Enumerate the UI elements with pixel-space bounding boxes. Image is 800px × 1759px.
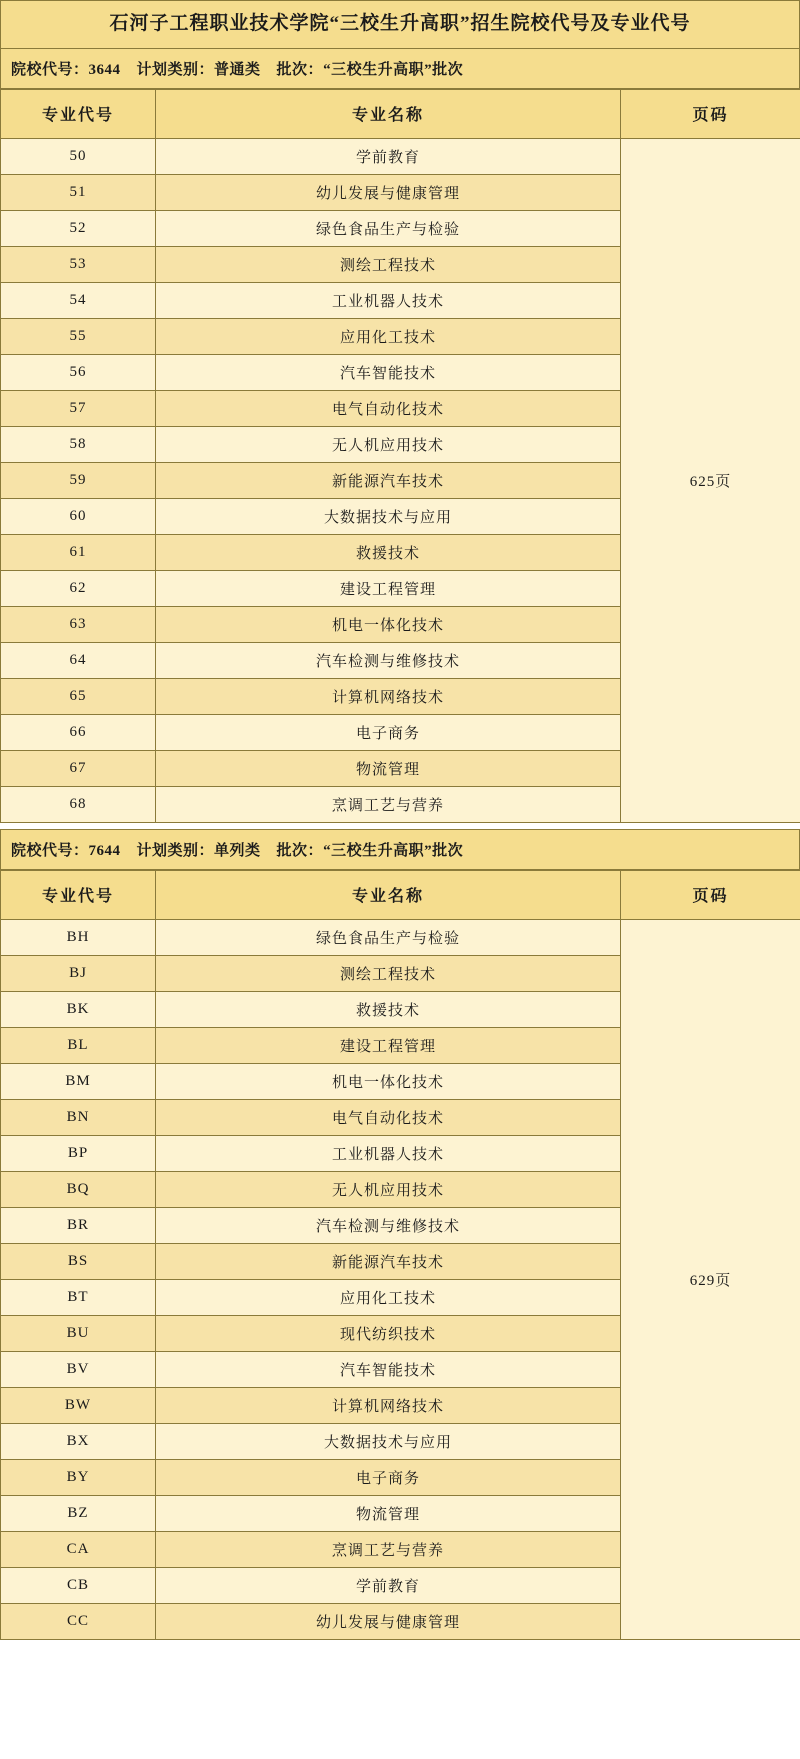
major-code-cell: BN	[1, 1099, 156, 1135]
major-code-cell: CB	[1, 1567, 156, 1603]
major-code-cell: CA	[1, 1531, 156, 1567]
major-code-cell: 58	[1, 426, 156, 462]
page-number-cell: 625页	[621, 138, 800, 822]
major-code-cell: BY	[1, 1459, 156, 1495]
major-code-cell: 68	[1, 786, 156, 822]
major-code-cell: BS	[1, 1243, 156, 1279]
major-name-cell: 汽车检测与维修技术	[156, 1207, 621, 1243]
major-code-cell: 60	[1, 498, 156, 534]
major-code-cell: BX	[1, 1423, 156, 1459]
plan-blocks	[0, 48, 800, 1640]
major-code-cell: BJ	[1, 955, 156, 991]
plan-type-label: 计划类别：	[136, 61, 215, 78]
plan-meta-bar	[0, 829, 800, 870]
major-code-cell: 51	[1, 174, 156, 210]
major-code-cell: BL	[1, 1027, 156, 1063]
major-name-cell: 幼儿发展与健康管理	[156, 174, 621, 210]
major-name-cell: 测绘工程技术	[156, 955, 621, 991]
major-name-cell: 建设工程管理	[156, 570, 621, 606]
major-code-cell: 62	[1, 570, 156, 606]
page-number-cell: 629页	[621, 919, 800, 1639]
column-header: 专业名称	[156, 870, 621, 919]
major-name-cell: 学前教育	[156, 138, 621, 174]
major-name-cell: 物流管理	[156, 750, 621, 786]
major-name-cell: 烹调工艺与营养	[156, 786, 621, 822]
major-name-cell: 无人机应用技术	[156, 426, 621, 462]
major-name-cell: 无人机应用技术	[156, 1171, 621, 1207]
column-header: 专业代号	[1, 89, 156, 138]
major-name-cell: 电子商务	[156, 1459, 621, 1495]
major-code-cell: BW	[1, 1387, 156, 1423]
major-name-cell: 救援技术	[156, 534, 621, 570]
major-code-cell: 50	[1, 138, 156, 174]
major-name-cell: 烹调工艺与营养	[156, 1531, 621, 1567]
table-row	[1, 138, 800, 174]
major-code-cell: 61	[1, 534, 156, 570]
batch-value: “三校生升高职”批次	[323, 61, 464, 78]
major-code-cell: BU	[1, 1315, 156, 1351]
major-name-cell: 计算机网络技术	[156, 1387, 621, 1423]
major-code-cell: 66	[1, 714, 156, 750]
major-name-cell: 工业机器人技术	[156, 1135, 621, 1171]
major-code-cell: 64	[1, 642, 156, 678]
major-name-cell: 现代纺织技术	[156, 1315, 621, 1351]
table-header-row	[1, 89, 800, 138]
column-header: 专业代号	[1, 870, 156, 919]
major-code-cell: 52	[1, 210, 156, 246]
school-code-value: 7644	[88, 842, 121, 859]
major-code-cell: BV	[1, 1351, 156, 1387]
major-code-cell: 53	[1, 246, 156, 282]
major-code-cell: 59	[1, 462, 156, 498]
major-name-cell: 汽车智能技术	[156, 1351, 621, 1387]
batch-value: “三校生升高职”批次	[323, 842, 464, 859]
plan-meta-bar	[0, 48, 800, 89]
major-name-cell: 绿色食品生产与检验	[156, 919, 621, 955]
major-code-cell: 56	[1, 354, 156, 390]
major-code-cell: BP	[1, 1135, 156, 1171]
major-name-cell: 幼儿发展与健康管理	[156, 1603, 621, 1639]
major-name-cell: 机电一体化技术	[156, 606, 621, 642]
major-code-cell: BR	[1, 1207, 156, 1243]
plan-type-value: 单列类	[214, 842, 261, 859]
school-code-value: 3644	[88, 61, 121, 78]
major-name-cell: 大数据技术与应用	[156, 1423, 621, 1459]
major-name-cell: 工业机器人技术	[156, 282, 621, 318]
major-code-cell: BT	[1, 1279, 156, 1315]
major-code-cell: 57	[1, 390, 156, 426]
school-code-label: 院校代号：	[11, 842, 89, 859]
major-name-cell: 机电一体化技术	[156, 1063, 621, 1099]
major-name-cell: 绿色食品生产与检验	[156, 210, 621, 246]
major-name-cell: 汽车检测与维修技术	[156, 642, 621, 678]
major-name-cell: 电气自动化技术	[156, 1099, 621, 1135]
major-name-cell: 电气自动化技术	[156, 390, 621, 426]
major-code-cell: BZ	[1, 1495, 156, 1531]
major-code-cell: 54	[1, 282, 156, 318]
major-code-cell: BM	[1, 1063, 156, 1099]
major-name-cell: 电子商务	[156, 714, 621, 750]
major-name-cell: 汽车智能技术	[156, 354, 621, 390]
major-name-cell: 大数据技术与应用	[156, 498, 621, 534]
majors-table	[0, 870, 800, 1640]
major-name-cell: 新能源汽车技术	[156, 1243, 621, 1279]
major-name-cell: 新能源汽车技术	[156, 462, 621, 498]
major-name-cell: 物流管理	[156, 1495, 621, 1531]
major-code-cell: 55	[1, 318, 156, 354]
major-code-cell: BH	[1, 919, 156, 955]
plan-type-value: 普通类	[214, 61, 261, 78]
major-name-cell: 建设工程管理	[156, 1027, 621, 1063]
majors-table	[0, 89, 800, 823]
batch-label: 批次：	[276, 842, 324, 859]
page-title: 石河子工程职业技术学院“三校生升高职”招生院校代号及专业代号	[0, 0, 800, 48]
major-name-cell: 计算机网络技术	[156, 678, 621, 714]
major-name-cell: 测绘工程技术	[156, 246, 621, 282]
major-code-cell: BK	[1, 991, 156, 1027]
major-name-cell: 应用化工技术	[156, 318, 621, 354]
major-code-cell: 65	[1, 678, 156, 714]
table-row	[1, 919, 800, 955]
major-code-cell: 63	[1, 606, 156, 642]
major-code-cell: CC	[1, 1603, 156, 1639]
plan-type-label: 计划类别：	[136, 842, 215, 859]
school-code-label: 院校代号：	[11, 61, 89, 78]
batch-label: 批次：	[276, 61, 324, 78]
column-header: 专业名称	[156, 89, 621, 138]
major-code-cell: 67	[1, 750, 156, 786]
column-header: 页码	[621, 870, 800, 919]
major-code-cell: BQ	[1, 1171, 156, 1207]
column-header: 页码	[621, 89, 800, 138]
major-name-cell: 救援技术	[156, 991, 621, 1027]
major-name-cell: 应用化工技术	[156, 1279, 621, 1315]
table-header-row	[1, 870, 800, 919]
major-name-cell: 学前教育	[156, 1567, 621, 1603]
